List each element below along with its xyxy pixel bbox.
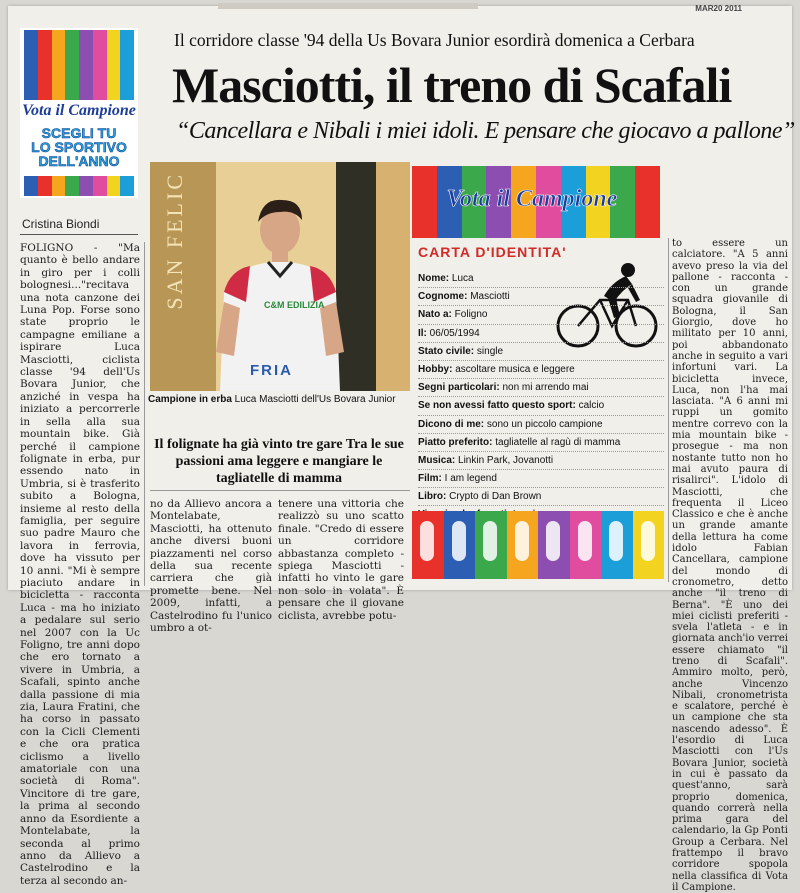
logo-subtitle-line: DELL'ANNO: [38, 153, 120, 169]
photo-banner-text: SAN FELIC: [162, 172, 187, 310]
idcard-value: Foligno: [451, 309, 488, 321]
divider: [20, 234, 138, 235]
sports-stripes: [412, 511, 664, 579]
jersey-sponsor-main: FRIA: [250, 362, 293, 379]
idcard-label: Segni particolari:: [418, 382, 500, 394]
athlete-photo: [150, 162, 410, 391]
article-column-3: tenere una vittoria che realizzò su uno scatto finale. "Credo di essere un corridore abbastanza completo - spiega Masciotti - infatti ho vinto le gare non solo in volata". È pensare che il giovane ciclista, avrebbe potu-: [278, 498, 404, 622]
idcard-list: [418, 270, 664, 543]
newspaper-page: [8, 4, 795, 893]
idcard-row: [418, 306, 664, 324]
article-author: Cristina Biondi: [22, 217, 100, 231]
idcard-banner-title: Vota il Campione: [446, 186, 618, 212]
idcard-label: Nome:: [418, 273, 450, 284]
article-column-4: to essere un calciatore. "A 5 anni avevo preso la via del pallone - racconta - con un grande squadra giovanile di Bologna, il San Giorgio, dove ho militato per 10 anni, poi abbandonato anche in seguito a vari infortuni vari. La bicicletta invece, Luca, non l'ha mai lasciata. "A 6 anni mi ruppi un gomito mentre correvo con la mia mountain bike - prosegue - ma non nostante tutto non ho mai avuto paura di risalirci". L'idolo di Masciotti, che frequenta il Liceo Classico e che è anche un grande amante della lettura ha come idolo Fabian Cancellara, campione del mondo di cronometro, detto anche "il treno di Berna". "È uno dei miei ciclisti preferiti - svela l'atleta - e in giornata anch'io verrei essere chiamato "il treno di Scafali". Ammiro molto, però, anche Vincenzo Nibali, cronometrista e scalatore, perché è un campione che sta nascendo adesso". È l'esordio di Luca Masciotti con l'Us Bovara Junior, società in cui è passato da quest'anno, sarà proprio domenica, quando correrà nella prima gara del calendario, la Gp Ponti Group a Cerbara. Nel frattempo il bravo corridore spopola nella classifica di Vota il Campione.: [672, 238, 788, 893]
idcard-row: [418, 288, 664, 306]
column-divider: [668, 238, 669, 582]
idcard-value: Linkin Park, Jovanotti: [455, 454, 554, 466]
idcard-heading: CARTA D'IDENTITA': [418, 244, 567, 260]
idcard-row: [418, 361, 664, 379]
vota-il-campione-logo: [20, 28, 138, 198]
idcard-value: non mi arrendo mai: [499, 382, 589, 394]
logo-subtitle: [20, 126, 138, 168]
caption-bold: Campione in erba: [148, 394, 232, 405]
idcard-row: [418, 470, 664, 488]
idcard-label: Cognome:: [418, 291, 468, 303]
divider: [150, 490, 410, 491]
idcard-label: Hobby:: [418, 363, 453, 375]
idcard-value: 06/05/1994: [426, 327, 480, 339]
caption-text: Luca Masciotti dell'Us Bovara Junior: [231, 394, 396, 405]
page-date: MAR20 2011: [695, 4, 742, 13]
logo-subtitle-line: SCEGLI TU: [41, 125, 117, 141]
photo-background: [376, 162, 410, 391]
idcard-row: [418, 343, 664, 361]
idcard-label: Piatto preferito:: [418, 436, 493, 448]
idcard-row: [418, 452, 664, 470]
idcard-row: [418, 416, 664, 434]
idcard-value: single: [474, 345, 504, 357]
idcard-row: [418, 270, 664, 288]
idcard-row: [418, 379, 664, 397]
idcard-label: Libro:: [418, 491, 447, 503]
photo-caption: [148, 394, 396, 405]
top-strip: [218, 3, 478, 9]
jersey-sponsor: C&M EDILIZIA: [264, 300, 325, 310]
idcard-row: [418, 397, 664, 415]
idcard-value: sono un piccolo campione: [484, 418, 603, 430]
article-kicker: Il corridore classe '94 della Us Bovara Junior esordirà domenica a Cerbara: [174, 30, 695, 50]
idcard-label: Se non avessi fatto questo sport:: [418, 400, 576, 412]
article-headline: Masciotti, il treno di Scafali: [172, 57, 732, 113]
logo-title: Vota il Campione: [22, 102, 136, 119]
idcard-row: [418, 488, 664, 506]
idcard-value: I am legend: [441, 473, 497, 485]
idcard-value: Crypto di Dan Brown: [446, 491, 542, 503]
article-column-2: no da Allievo ancora a Montelabate, Masciotti, ha ottenuto anche diversi buoni piazzamenti nel corso della sua recente carriera che già promette bene. Nel 2009, infatti, a Castelrodino fu l'unico umbro a ot-: [150, 498, 272, 635]
idcard-label: Film:: [418, 473, 442, 485]
logo-subtitle-line: LO SPORTIVO: [31, 139, 127, 155]
idcard-label: Stato civile:: [418, 345, 475, 357]
idcard-value: tagliatelle al ragù di mamma: [492, 436, 621, 448]
idcard-value: Luca: [449, 273, 474, 284]
article-quote: “Cancellara e Nibali i miei idoli. E pensare che giocavo a pallone”: [176, 118, 795, 144]
idcard-label: Musica:: [418, 454, 456, 466]
pull-quote: Il folignate ha già vinto tre gare Tra le sue passioni ama leggere e mangiare le tagliatelle di mamma: [154, 437, 404, 486]
idcard-value: Masciotti: [467, 291, 510, 303]
idcard-value: calcio: [575, 400, 605, 412]
idcard-value: ascoltare musica e leggere: [452, 363, 575, 375]
idcard-label: Il:: [418, 327, 427, 339]
idcard-row: [418, 434, 664, 452]
idcard-label: Nato a:: [418, 309, 452, 321]
logo-color-stripes: [24, 30, 134, 100]
logo-color-stripes-bottom: [24, 176, 134, 196]
column-divider: [144, 242, 145, 586]
idcard-label: Dicono di me:: [418, 418, 485, 430]
article-column-1: FOLIGNO - "Ma quanto è bello andare in giro per i colli bolognesi..."recitava una nota canzone dei Luna Pop. Forse sono state proprio le campagne emiliane a ispirare Luca Masciotti, ciclista classe '94 dell'Us Bovara Junior, che anziché in vespa ha iniziato a percorrerle in sella alla sua mountain bike. Già perché il campione folignate in erba, pur essendo nato in Umbria, si è trasferito subito a Bologna, insieme al resto della famiglia, per seguire suo padre Mauro che lavora in ferrovia, dove ha vissuto per 10 anni. "Mi è sempre piaciuto andare in bicicletta - racconta Luca - ma ho iniziato a pedalare sul serio nel 2007 con la Uc Foligno, tre anni dopo che ero tornato a vivere in Umbria, a Scafali, spinto anche dalla passione di mia zia, Laura Fratini, che ha corso in passato con la Cicli Clementi e che ora pratica ciclismo a livello amatoriale con una società di Roma". Vincitore di tre gare, la prima al secondo anno da Esordiente a Montelabate, la seconda al primo anno da Allievo a Castelrodino e la terza al secondo an-: [20, 242, 140, 887]
idcard-row: [418, 325, 664, 343]
